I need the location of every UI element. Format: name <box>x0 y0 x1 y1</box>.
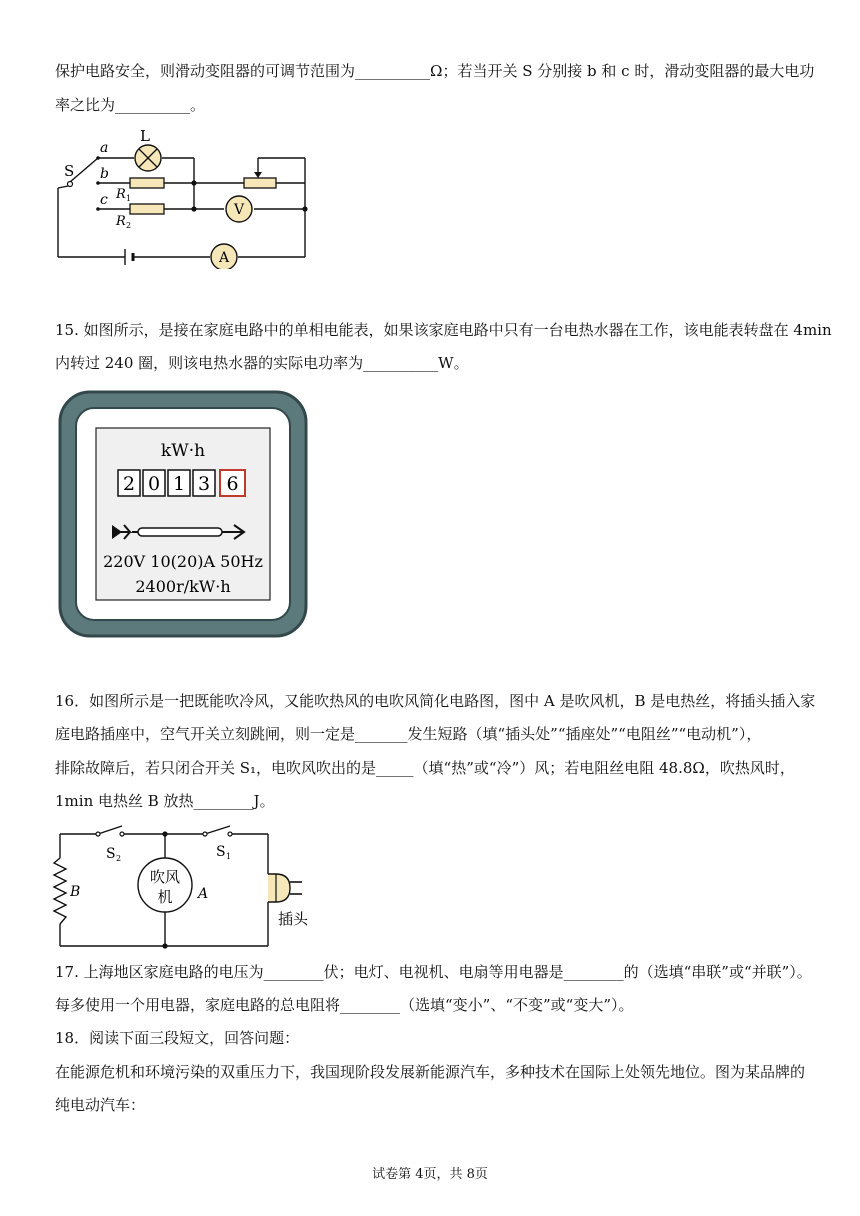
plug-label: 插头 <box>278 910 309 928</box>
ammeter-label: A <box>218 250 230 266</box>
r1-subscript: 1 <box>126 194 132 203</box>
page-footer: 试卷第 4页，共 8页 <box>372 1167 488 1182</box>
question-15-text-line-2: 内转过 240 圈，则该电热水器的实际电功率为__________W。 <box>55 354 469 372</box>
blower-label-line-1: 吹风 <box>149 868 181 886</box>
question-14-text-line-1: 保护电路安全，则滑动变阻器的可调节范围为__________Ω；若当开关 S 分别接 b 和 c 时，滑动变阻器的最大电功 <box>55 62 815 80</box>
question-16-text-line-2: 庭电路插座中，空气开关立刻跳闸，则一定是_______发生短路（填“插头处”“插座处”“电阻丝”“电动机”）， <box>55 725 762 743</box>
voltmeter-icon <box>226 196 252 222</box>
contact-a-label: a <box>100 140 109 156</box>
meter-digit: 3 <box>197 473 211 495</box>
heater-b-label: B <box>70 884 81 900</box>
hair-dryer-circuit-diagram <box>50 818 330 953</box>
meter-digit-decimal: 6 <box>226 473 239 495</box>
switch-label: S <box>64 162 75 180</box>
plug-icon <box>268 874 302 902</box>
question-17-text-line-2: 每多使用一个用电器，家庭电路的总电阻将________（选填“变小”、“不变”或“变大”）。 <box>55 996 634 1014</box>
question-16-text-line-4: 1min 电热丝 B 放热________J。 <box>55 792 275 810</box>
contact-c-label: c <box>100 192 108 208</box>
switch-s1-label: S <box>216 844 226 860</box>
resistor-r2-icon <box>130 204 164 214</box>
question-18-text-line-3: 纯电动汽车： <box>55 1096 146 1114</box>
switch-s2-subscript: 2 <box>116 854 122 863</box>
r2-label: R <box>116 214 126 229</box>
switch-s1-subscript: 1 <box>226 852 232 861</box>
voltmeter-label: V <box>233 202 245 218</box>
r2-subscript: 2 <box>126 221 132 230</box>
lamp-label: L <box>140 127 150 145</box>
circuit-diagram-1 <box>50 124 315 269</box>
resistor-r1-icon <box>130 178 164 188</box>
question-15-text-line-1: 15. 如图所示，是接在家庭电路中的单相电能表，如果该家庭电路中只有一台电热水器在工作，该电能表转盘在 4min <box>55 321 832 339</box>
question-16-text-line-1: 16．如图所示是一把既能吹冷风，又能吹热风的电吹风简化电路图，图中 A 是吹风机，B 是电热丝，将插头插入家 <box>55 692 816 710</box>
meter-spec-constant: 2400r/kW·h <box>135 577 231 596</box>
question-17-text-line-1: 17. 上海地区家庭电路的电压为________伏；电灯、电视机、电扇等用电器是________的（选填“串联”或“并联”）。 <box>55 963 812 981</box>
question-16-text-line-3: 排除故障后，若只闭合开关 S₁，电吹风吹出的是_____（填“热”或“冷”）风；若电阻丝电阻 48.8Ω，吹热风时， <box>55 759 795 777</box>
blower-label-line-2: 机 <box>157 888 173 906</box>
electricity-meter-figure <box>58 390 308 638</box>
heating-wire-icon <box>54 858 66 924</box>
rheostat-icon <box>244 178 276 188</box>
meter-digit: 0 <box>147 473 161 495</box>
switch-s2-label: S <box>106 846 116 862</box>
blower-a-label: A <box>198 886 209 902</box>
ammeter-icon <box>211 244 237 269</box>
lamp-icon <box>135 145 161 171</box>
r1-label: R <box>116 187 126 202</box>
question-14-text-line-2: 率之比为__________。 <box>55 96 206 114</box>
meter-spec-rating: 220V 10(20)A 50Hz <box>103 552 263 571</box>
meter-digit-row <box>118 470 245 496</box>
meter-digit: 1 <box>172 473 186 495</box>
contact-b-label: b <box>100 166 109 182</box>
meter-digit: 2 <box>122 473 136 495</box>
meter-unit-label: kW·h <box>160 441 206 461</box>
question-18-text-line-2: 在能源危机和环境污染的双重压力下，我国现阶段发展新能源汽车，多种技术在国际上处领先地位。图为某品牌的 <box>55 1063 806 1081</box>
question-18-text-line-1: 18．阅读下面三段短文，回答问题： <box>55 1029 300 1047</box>
